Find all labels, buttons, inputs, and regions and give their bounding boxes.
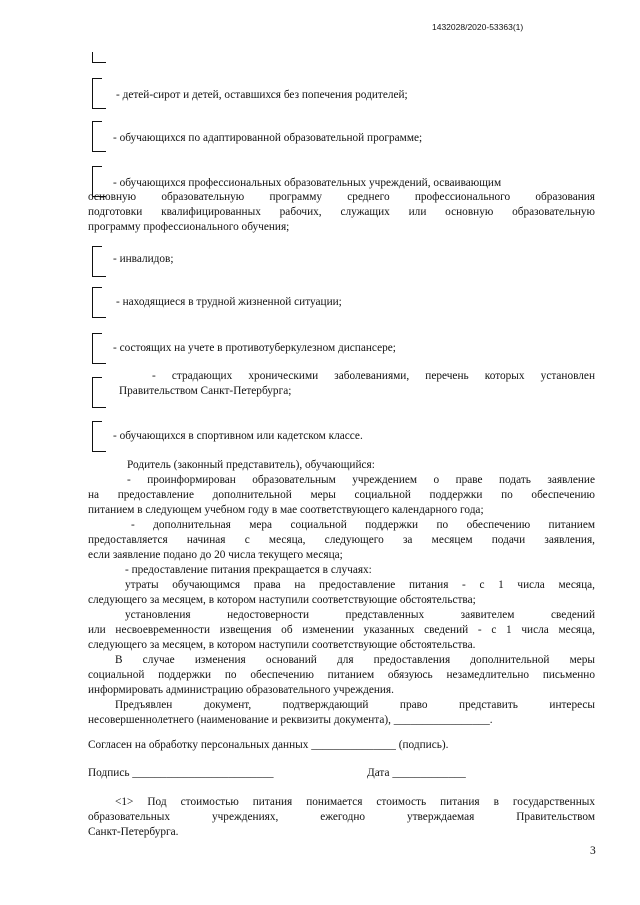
category-tb-dispensary: - состоящих на учете в противотуберкулезном диспансере; [113, 342, 396, 354]
checkbox-sport-cadet[interactable] [92, 421, 106, 452]
checkbox-orphans[interactable] [92, 78, 106, 109]
category-orphans: - детей-сирот и детей, оставшихся без попечения родителей; [116, 89, 408, 101]
footnote-line3: Санкт-Петербурга. [88, 826, 179, 838]
category-chronic-disease-line2: Правительством Санкт-Петербурга; [119, 385, 292, 397]
inaccuracy-line2: или несвоевременности извещения об изменении указанных сведений - с 1 числа месяца, [88, 624, 595, 636]
loss-right-line2: следующего за месяцем, в котором наступили соответствующие обстоятельства; [88, 594, 476, 606]
category-disabled: - инвалидов; [113, 253, 174, 265]
document-line1: Предъявлен документ, подтверждающий право представить интересы [115, 699, 595, 711]
measure-line1: - дополнительная мера социальной поддержки по обеспечению питанием [131, 519, 595, 531]
page-number: 3 [590, 845, 596, 857]
checkbox-disabled[interactable] [92, 246, 106, 277]
consent-line: Согласен на обработку персональных данных _______________ (подпись). [88, 739, 449, 751]
inaccuracy-line3: следующего за месяцем, в котором наступили соответствующие обстоятельства. [88, 639, 476, 651]
notify-line1: В случае изменения оснований для предоставления дополнительной меры [115, 654, 595, 666]
loss-right-line1: утраты обучающимся права на предоставление питания - с 1 числа месяца, [125, 579, 595, 591]
category-vocational-line3: подготовки квалифицированных рабочих, служащих или основную образовательную [88, 206, 595, 218]
category-vocational-line2: основную образовательную программу среднего профессионального образования [88, 191, 595, 203]
informed-line1: - проинформирован образовательным учреждением о праве подать заявление [127, 474, 595, 486]
signature-field: Подпись _________________________ [88, 767, 274, 779]
checkbox-partial[interactable] [92, 52, 106, 63]
footnote-line2: образовательных учреждениях, ежегодно утверждаемая Правительством [88, 811, 595, 823]
checkbox-adapted-program[interactable] [92, 121, 106, 152]
category-chronic-disease-line1: - страдающих хроническими заболеваниями, перечень которых установлен [152, 370, 595, 382]
document-line2: несовершеннолетнего (наименование и реквизиты документа), _________________. [88, 714, 493, 726]
footnote-line1: <1> Под стоимостью питания понимается стоимость питания в государственных [115, 796, 595, 808]
measure-line2: предоставляется начиная с месяца, следующего за месяцем подачи заявления, [88, 534, 595, 546]
checkbox-tb-dispensary[interactable] [92, 333, 106, 364]
checkbox-chronic-disease[interactable] [92, 377, 106, 408]
date-field: Дата _____________ [367, 767, 466, 779]
informed-line2: на предоставление дополнительной меры социальной поддержки по обеспечению [88, 489, 595, 501]
termination-intro: - предоставление питания прекращается в случаях: [125, 564, 372, 576]
document-number: 1432028/2020-53363(1) [432, 22, 524, 32]
measure-line3: если заявление подано до 20 числа текущего месяца; [88, 549, 343, 561]
category-adapted-program: - обучающихся по адаптированной образовательной программе; [113, 132, 423, 144]
category-sport-cadet: - обучающихся в спортивном или кадетском классе. [113, 430, 363, 442]
category-vocational-line4: программу профессионального обучения; [88, 221, 290, 233]
informed-line3: питанием в следующем учебном году в мае соответствующего календарного года; [88, 504, 484, 516]
notify-line3: информировать администрацию образовательного учреждения. [88, 684, 394, 696]
notify-line2: социальной поддержки по обеспечению питанием обязуюсь незамедлительно письменно [88, 669, 595, 681]
category-vocational-line1: - обучающихся профессиональных образовательных учреждений, осваивающим [113, 177, 502, 189]
checkbox-hardship[interactable] [92, 287, 106, 318]
inaccuracy-line1: установления недостоверности представленных заявителем сведений [125, 609, 595, 621]
parent-statement: Родитель (законный представитель), обучающийся: [127, 459, 375, 471]
category-hardship: - находящиеся в трудной жизненной ситуации; [116, 296, 342, 308]
